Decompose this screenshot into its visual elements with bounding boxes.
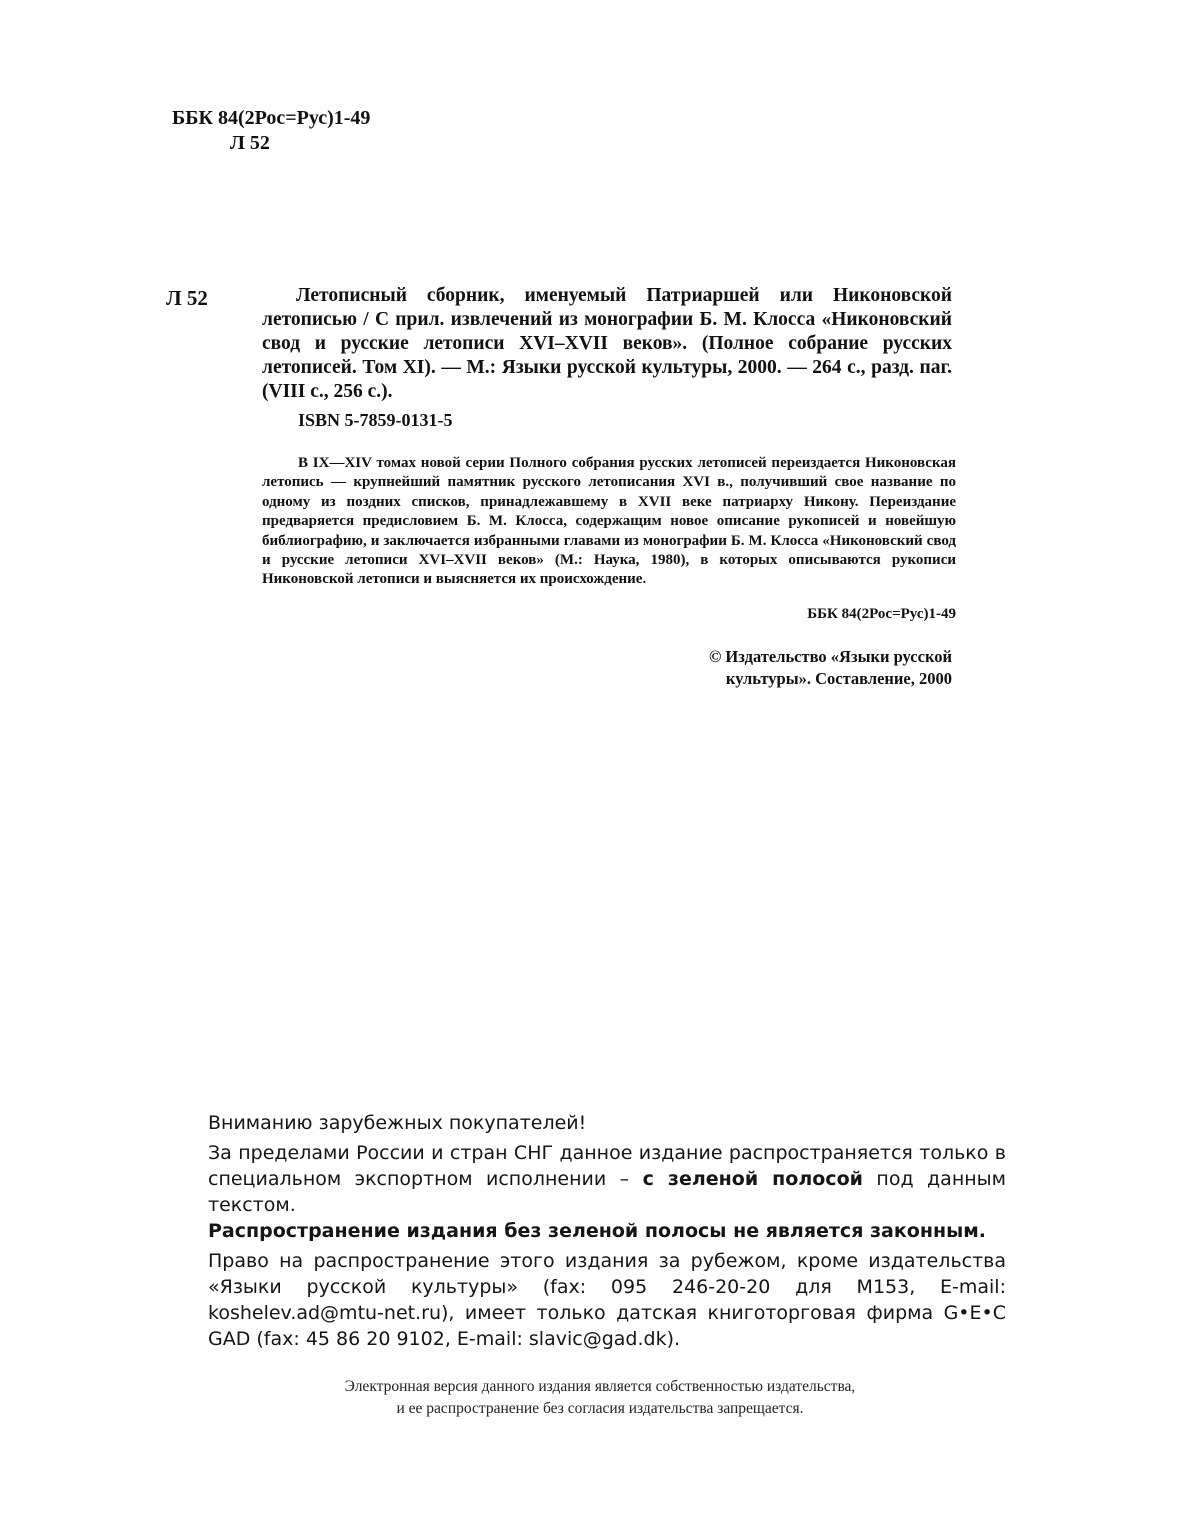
bbk-header-line1: ББК 84(2Рос=Рус)1-49 — [172, 107, 371, 129]
isbn: ISBN 5-7859-0131-5 — [298, 410, 453, 430]
footer-line2: и ее распространение без согласия издательства запрещается. — [396, 1400, 804, 1417]
notice-legal-warning: Распространение издания без зеленой полосы не является законным. — [208, 1220, 987, 1242]
copyright-line1: © Издательство «Языки русской — [708, 647, 952, 666]
electronic-version-footer — [200, 1376, 1000, 1420]
notice-export-paragraph — [208, 1140, 1006, 1218]
catalog-citation: Летописный сборник, именуемый Патриаршей или Никоновской летописью / С прил. извлечений из монографии Б. М. Клосса «Никоновский свод и русские летописи XVI–XVII веков». (Полное собрание русских летописей. Том XI). — М.: Языки русской культуры, 2000. — 264 с., разд. паг. (VIII с., 256 с.). — [262, 285, 952, 402]
notice-distribution-rights: Право на распространение этого издания за рубежом, кроме издательства «Языки русской культуры» (fax: 095 246-20-20 для M153, E-mail: koshelev.ad@mtu-net.ru), имеет только датская книготорговая фирма G•E•C GAD (fax: 45 86 20 9102, E-mail: slavic@gad.dk). — [208, 1250, 1006, 1350]
bbk-header-line2: Л 52 — [230, 132, 270, 154]
notice-export-text-b: под данным текстом. — [208, 1168, 1006, 1216]
copyright-notice — [640, 646, 952, 690]
footer-line1: Электронная версия данного издания является собственностью издательства, — [344, 1378, 856, 1395]
copyright-line2: культуры». Составление, 2000 — [725, 669, 952, 688]
catalog-entry-code: Л 52 — [166, 286, 208, 310]
annotation-bbk: ББК 84(2Рос=Рус)1-49 — [807, 606, 956, 622]
notice-heading: Вниманию зарубежных покупателей! — [208, 1112, 587, 1134]
annotation: В IX—XIV томах новой серии Полного собрания русских летописей переиздается Никоновская летопись — крупнейший памятник русского летописания XVI в., получивший свое название по одному из поздних списков, принадлежавшему в XVII веке патриарху Никону. Переиздание предваряется предисловием Б. М. Клосса, содержащим новое описание рукописей и новейшую библиографию, и заключается избранными главами из монографии Б. М. Клосса «Никоновский свод и русские летописи XVI–XVII веков» (М.: Наука, 1980), в которых описываются рукописи Никоновской летописи и выясняется их происхождение. — [262, 455, 956, 588]
notice-green-stripe-emphasis: с зеленой полосой — [642, 1168, 863, 1190]
bbk-header — [172, 106, 370, 156]
foreign-buyers-notice — [208, 1110, 1006, 1352]
notice-export-text-a: За пределами России и стран СНГ данное издание распространяется только в специальном экспортном исполнении – — [208, 1142, 1006, 1190]
